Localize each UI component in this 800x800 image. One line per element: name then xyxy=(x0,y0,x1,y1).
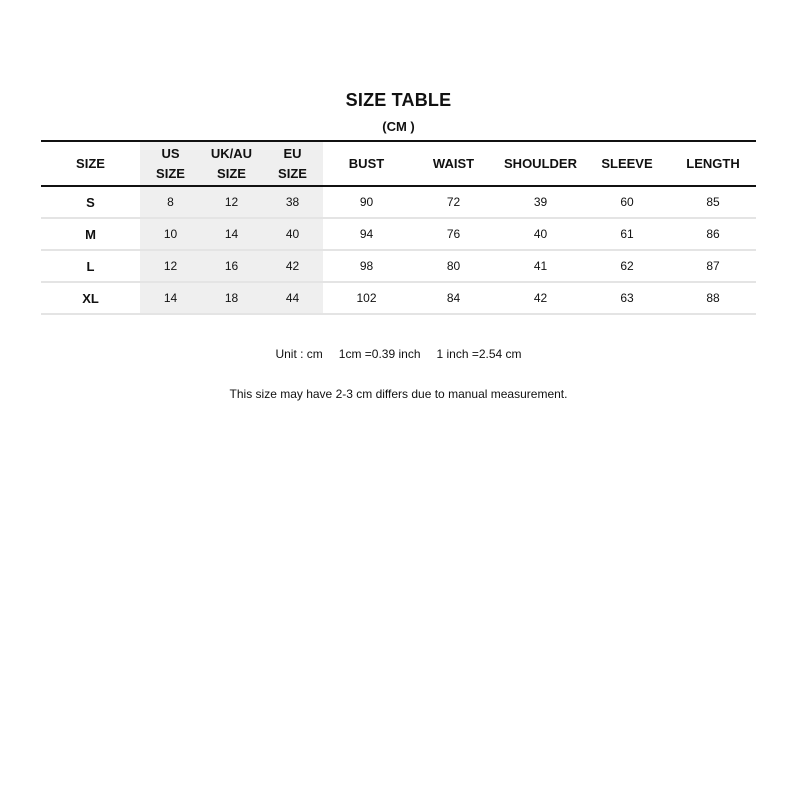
header-ukau-line2: SIZE xyxy=(217,165,246,181)
table-row xyxy=(41,218,756,250)
unit-label: Unit : cm xyxy=(275,347,323,361)
cell-size: S xyxy=(41,186,140,218)
cell-ukau: 18 xyxy=(201,282,262,314)
cell-size: XL xyxy=(41,282,140,314)
cell-waist: 72 xyxy=(410,186,497,218)
cell-size: M xyxy=(41,218,140,250)
cell-ukau: 12 xyxy=(201,186,262,218)
header-eu-line1: EU xyxy=(283,145,302,161)
cm-to-inch-label: 1cm =0.39 inch xyxy=(338,347,421,361)
cell-sleeve: 63 xyxy=(584,282,670,314)
page-title: SIZE TABLE xyxy=(345,90,452,110)
cell-bust: 98 xyxy=(323,250,410,282)
header-ukau-line1: UK/AU xyxy=(210,145,253,161)
cell-us: 14 xyxy=(140,282,201,314)
cell-shoulder: 42 xyxy=(497,282,584,314)
header-waist: WAIST xyxy=(410,141,497,186)
header-shoulder: SHOULDER xyxy=(497,141,584,186)
cell-length: 85 xyxy=(670,186,756,218)
cell-eu: 42 xyxy=(262,250,323,282)
cell-size: L xyxy=(41,250,140,282)
cell-length: 86 xyxy=(670,218,756,250)
cell-waist: 76 xyxy=(410,218,497,250)
cell-us: 10 xyxy=(140,218,201,250)
size-table xyxy=(41,140,756,315)
table-row xyxy=(41,186,756,218)
header-eu-line2: SIZE xyxy=(278,165,307,181)
cell-bust: 102 xyxy=(323,282,410,314)
size-table-container xyxy=(41,140,756,315)
cell-sleeve: 62 xyxy=(584,250,670,282)
header-us-line1: US xyxy=(161,145,180,161)
header-us-size xyxy=(140,141,201,186)
unit-subtitle: (CM ) xyxy=(382,119,415,134)
header-bust: BUST xyxy=(323,141,410,186)
cell-sleeve: 61 xyxy=(584,218,670,250)
cell-waist: 84 xyxy=(410,282,497,314)
cell-shoulder: 39 xyxy=(497,186,584,218)
header-ukau-size xyxy=(201,141,262,186)
header-eu-size xyxy=(262,141,323,186)
unit-conversion-note xyxy=(0,347,797,361)
cell-length: 88 xyxy=(670,282,756,314)
cell-waist: 80 xyxy=(410,250,497,282)
cell-shoulder: 40 xyxy=(497,218,584,250)
cell-ukau: 16 xyxy=(201,250,262,282)
cell-sleeve: 60 xyxy=(584,186,670,218)
table-row xyxy=(41,250,756,282)
cell-ukau: 14 xyxy=(201,218,262,250)
cell-us: 12 xyxy=(140,250,201,282)
table-row xyxy=(41,282,756,314)
cell-bust: 90 xyxy=(323,186,410,218)
cell-eu: 40 xyxy=(262,218,323,250)
cell-length: 87 xyxy=(670,250,756,282)
header-sleeve: SLEEVE xyxy=(584,141,670,186)
cell-shoulder: 41 xyxy=(497,250,584,282)
header-size: SIZE xyxy=(41,141,140,186)
table-header-row xyxy=(41,141,756,186)
cell-eu: 38 xyxy=(262,186,323,218)
cell-eu: 44 xyxy=(262,282,323,314)
inch-to-cm-label: 1 inch =2.54 cm xyxy=(436,347,522,361)
measurement-disclaimer: This size may have 2-3 cm differs due to manual measurement. xyxy=(229,387,568,401)
header-length: LENGTH xyxy=(670,141,756,186)
header-us-line2: SIZE xyxy=(156,165,185,181)
cell-bust: 94 xyxy=(323,218,410,250)
cell-us: 8 xyxy=(140,186,201,218)
